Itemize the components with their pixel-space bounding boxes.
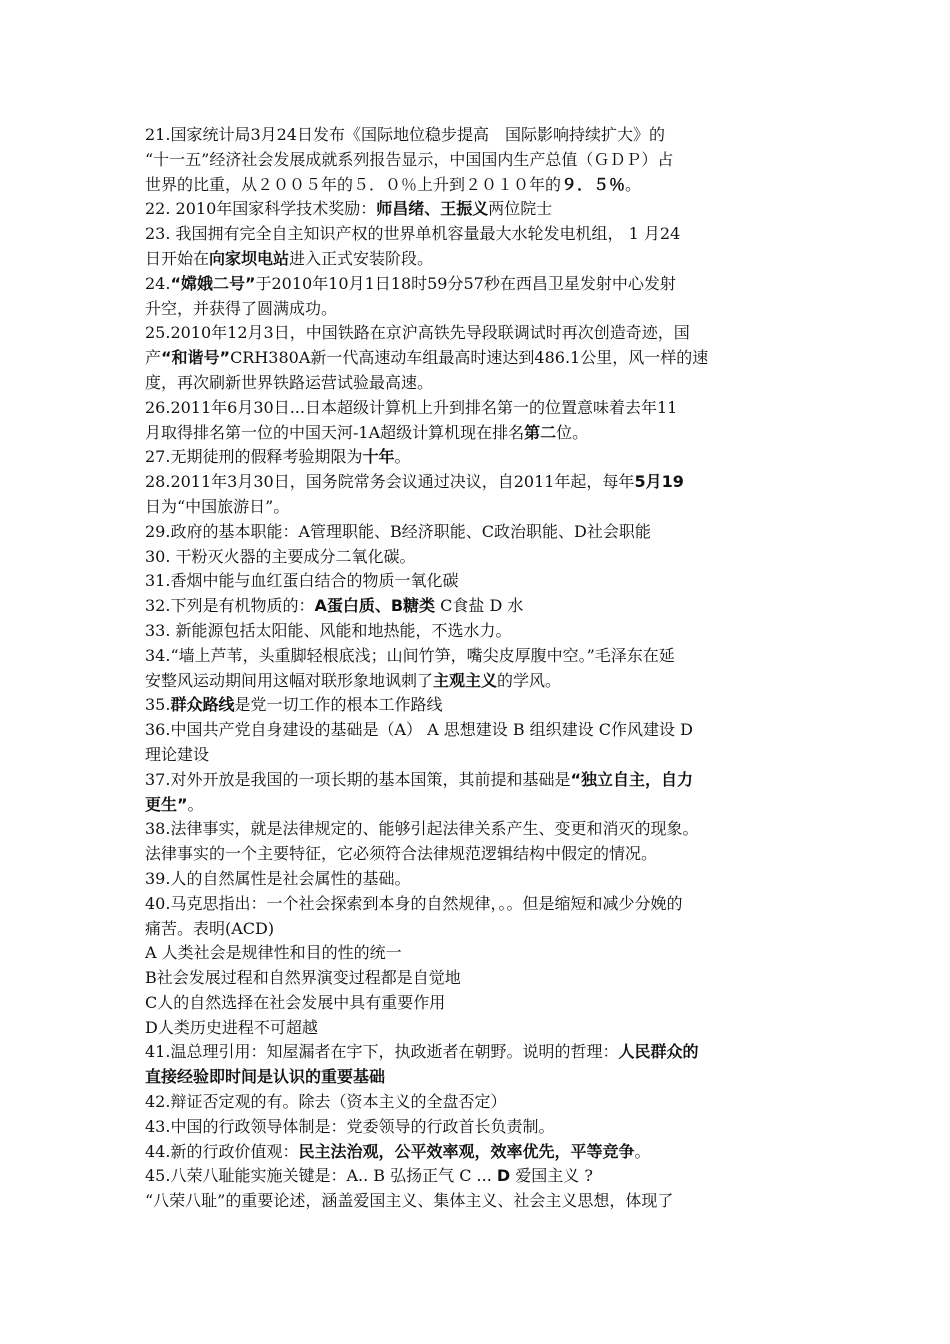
text-line <box>145 1040 810 1065</box>
text-run: 25.2010年12月3日，中国铁路在京沪高铁先导段联调试时再次创造奇迹，国 <box>145 323 690 343</box>
text-line <box>145 222 810 247</box>
text-line <box>145 297 810 322</box>
text-run: 。 <box>394 447 411 467</box>
text-run: 位。 <box>556 422 589 442</box>
text-run: 21.国家统计局3月24日发布《国际地位稳步提高 国际影响持续扩大》的 <box>145 125 665 144</box>
bold-text: ９．５％ <box>561 174 626 194</box>
bold-text: 向家坝电站 <box>209 248 290 268</box>
text-line <box>145 1140 810 1165</box>
text-run: “八荣八耻”的重要论述，涵盖爱国主义、集体主义、社会主义思想，体现了 <box>145 1191 674 1211</box>
text-line <box>145 917 810 942</box>
text-line <box>145 842 810 867</box>
text-line <box>145 495 810 520</box>
text-line <box>145 817 810 842</box>
text-line <box>145 644 810 669</box>
bold-text: D <box>496 1166 511 1186</box>
text-run: 法律事实的一个主要特征，它必须符合法律规范逻辑结构中假定的情况。 <box>145 844 658 864</box>
text-run: 于2010年10月1日18时59分57秒在西昌卫星发射中心发射 <box>255 273 676 293</box>
text-run: 41.温总理引用：知屋漏者在宇下，执政逝者在朝野。说明的哲理： <box>145 1042 619 1062</box>
text-run: 日为“中国旅游日”。 <box>145 496 290 516</box>
text-line <box>145 768 810 793</box>
text-line <box>145 470 810 495</box>
text-run: CRH380A新一代高速动车组最高时速达到486.1公里，风一样的速 <box>230 348 709 368</box>
text-run: “十一五”经济社会发展成就系列报告显示，中国国内生产总值（ＧＤＰ）占 <box>145 149 674 169</box>
document-page <box>145 123 810 1214</box>
text-line <box>145 1065 810 1090</box>
text-line <box>145 569 810 594</box>
text-line <box>145 1090 810 1115</box>
text-line <box>145 321 810 346</box>
text-line <box>145 718 810 743</box>
text-line <box>145 173 810 198</box>
text-line <box>145 1164 810 1189</box>
text-line <box>145 247 810 272</box>
text-line <box>145 793 810 818</box>
text-run: 世界的比重，从２００５年的５．０％上升到２０１０年的 <box>145 174 562 194</box>
text-line <box>145 148 810 173</box>
bold-text: 主观主义 <box>433 670 498 690</box>
text-line <box>145 991 810 1016</box>
text-line <box>145 1115 810 1140</box>
text-line <box>145 396 810 421</box>
bold-text: 群众路线 <box>170 695 235 715</box>
text-run: 24. <box>145 273 171 293</box>
text-line <box>145 867 810 892</box>
text-run: 。 <box>634 1141 651 1161</box>
text-run: 度，再次刷新世界铁路运营试验最高速。 <box>145 372 434 392</box>
bold-text: 师昌绪、王振义 <box>376 199 489 219</box>
text-line <box>145 743 810 768</box>
text-run: 37.对外开放是我国的一项长期的基本国策，其前提和基础是 <box>145 769 571 789</box>
text-run: 36.中国共产党自身建设的基础是（A） A 思想建设 B 组织建设 C作风建设 D <box>145 720 693 740</box>
bold-text: “独立自主，自力 <box>570 769 693 789</box>
text-run: B社会发展过程和自然界演变过程都是自觉地 <box>145 968 461 988</box>
text-run: 。 <box>187 794 204 814</box>
text-run: 39.人的自然属性是社会属性的基础。 <box>145 868 411 888</box>
text-run: 45.八荣八耻能实施关键是：A.. B 弘扬正气 C ... <box>145 1166 497 1186</box>
text-run: 两位院士 <box>488 199 553 219</box>
bold-text: 更生” <box>145 794 188 814</box>
text-run: 安整风运动期间用这幅对联形象地讽刺了 <box>145 670 434 690</box>
bold-text: 5月19 <box>634 472 684 492</box>
text-run: 是党一切工作的根本工作路线 <box>234 695 443 715</box>
text-line <box>145 1016 810 1041</box>
text-run: 33. 新能源包括太阳能、风能和地热能，不选水力。 <box>145 620 512 640</box>
text-line <box>145 197 810 222</box>
text-line <box>145 520 810 545</box>
text-run: 的学风。 <box>497 670 562 690</box>
text-line <box>145 669 810 694</box>
text-run: 29.政府的基本职能：A管理职能、B经济职能、C政治职能、D社会职能 <box>145 521 651 541</box>
text-run: 40.马克思指出：一个社会探索到本身的自然规律，。。但是缩短和减少分娩的 <box>145 893 683 913</box>
text-line <box>145 693 810 718</box>
text-run: 34.“墙上芦苇，头重脚轻根底浅；山间竹笋，嘴尖皮厚腹中空。”毛泽东在延 <box>145 645 675 665</box>
text-line <box>145 346 810 371</box>
text-run: 痛苦。表明(ACD) <box>145 918 275 938</box>
text-run: 35. <box>145 695 171 715</box>
text-run: 26.2011年6月30日...日本超级计算机上升到排名第一的位置意味着去年11 <box>145 397 678 417</box>
text-run: 32.下列是有机物质的： <box>145 596 315 616</box>
text-run: 月取得排名第一位的中国天河-1A超级计算机现在排名 <box>145 422 525 442</box>
text-run: 理论建设 <box>145 744 210 764</box>
text-run: 44.新的行政价值观： <box>145 1141 299 1161</box>
text-line <box>145 545 810 570</box>
text-run: 43.中国的行政领导体制是：党委领导的行政首长负责制。 <box>145 1116 555 1136</box>
text-run: 。 <box>625 174 642 194</box>
text-line <box>145 445 810 470</box>
text-run: 23. 我国拥有完全自主知识产权的世界单机容量最大水轮发电机组， 1 月24 <box>145 224 681 244</box>
text-run: 升空，并获得了圆满成功。 <box>145 298 338 318</box>
text-run: 进入正式安装阶段。 <box>289 248 434 268</box>
bold-text: 民主法治观，公平效率观，效率优先，平等竞争 <box>298 1141 635 1161</box>
text-run: 日开始在 <box>145 248 210 268</box>
text-run: 42.辩证否定观的有。除去（资本主义的全盘否定） <box>145 1092 507 1112</box>
bold-text: 直接经验即时间是认识的重要基础 <box>145 1067 386 1087</box>
text-line <box>145 594 810 619</box>
text-run: 产 <box>145 348 162 368</box>
text-run: 27.无期徒刑的假释考验期限为 <box>145 447 363 467</box>
text-line <box>145 1189 810 1214</box>
text-run: C人的自然选择在社会发展中具有重要作用 <box>145 992 446 1012</box>
text-run: D人类历史进程不可超越 <box>145 1017 318 1037</box>
text-run: C食盐 D 水 <box>435 596 524 616</box>
text-line <box>145 272 810 297</box>
text-line <box>145 941 810 966</box>
text-run: 28.2011年3月30日，国务院常务会议通过决议，自2011年起，每年 <box>145 472 635 492</box>
bold-text: “和谐号” <box>161 348 231 368</box>
text-run: 30. 干粉灭火器的主要成分二氧化碳。 <box>145 546 416 566</box>
text-line <box>145 619 810 644</box>
text-line <box>145 371 810 396</box>
text-run: 31.香烟中能与血红蛋白结合的物质一氧化碳 <box>145 571 459 591</box>
text-line <box>145 892 810 917</box>
text-run: 爱国主义 ? <box>510 1166 593 1186</box>
bold-text: 十年 <box>362 447 395 467</box>
text-run: 38.法律事实，就是法律规定的、能够引起法律关系产生、变更和消灭的现象。 <box>145 819 699 839</box>
text-run: A 人类社会是规律性和目的性的统一 <box>145 943 402 963</box>
bold-text: A蛋白质、B糖类 <box>314 596 436 616</box>
bold-text: 第二 <box>524 422 557 442</box>
text-line <box>145 421 810 446</box>
text-run: 22. 2010年国家科学技术奖励： <box>145 199 377 219</box>
text-line <box>145 966 810 991</box>
bold-text: 人民群众的 <box>618 1042 699 1062</box>
text-line <box>145 123 810 148</box>
bold-text: “嫦娥二号” <box>170 273 256 293</box>
